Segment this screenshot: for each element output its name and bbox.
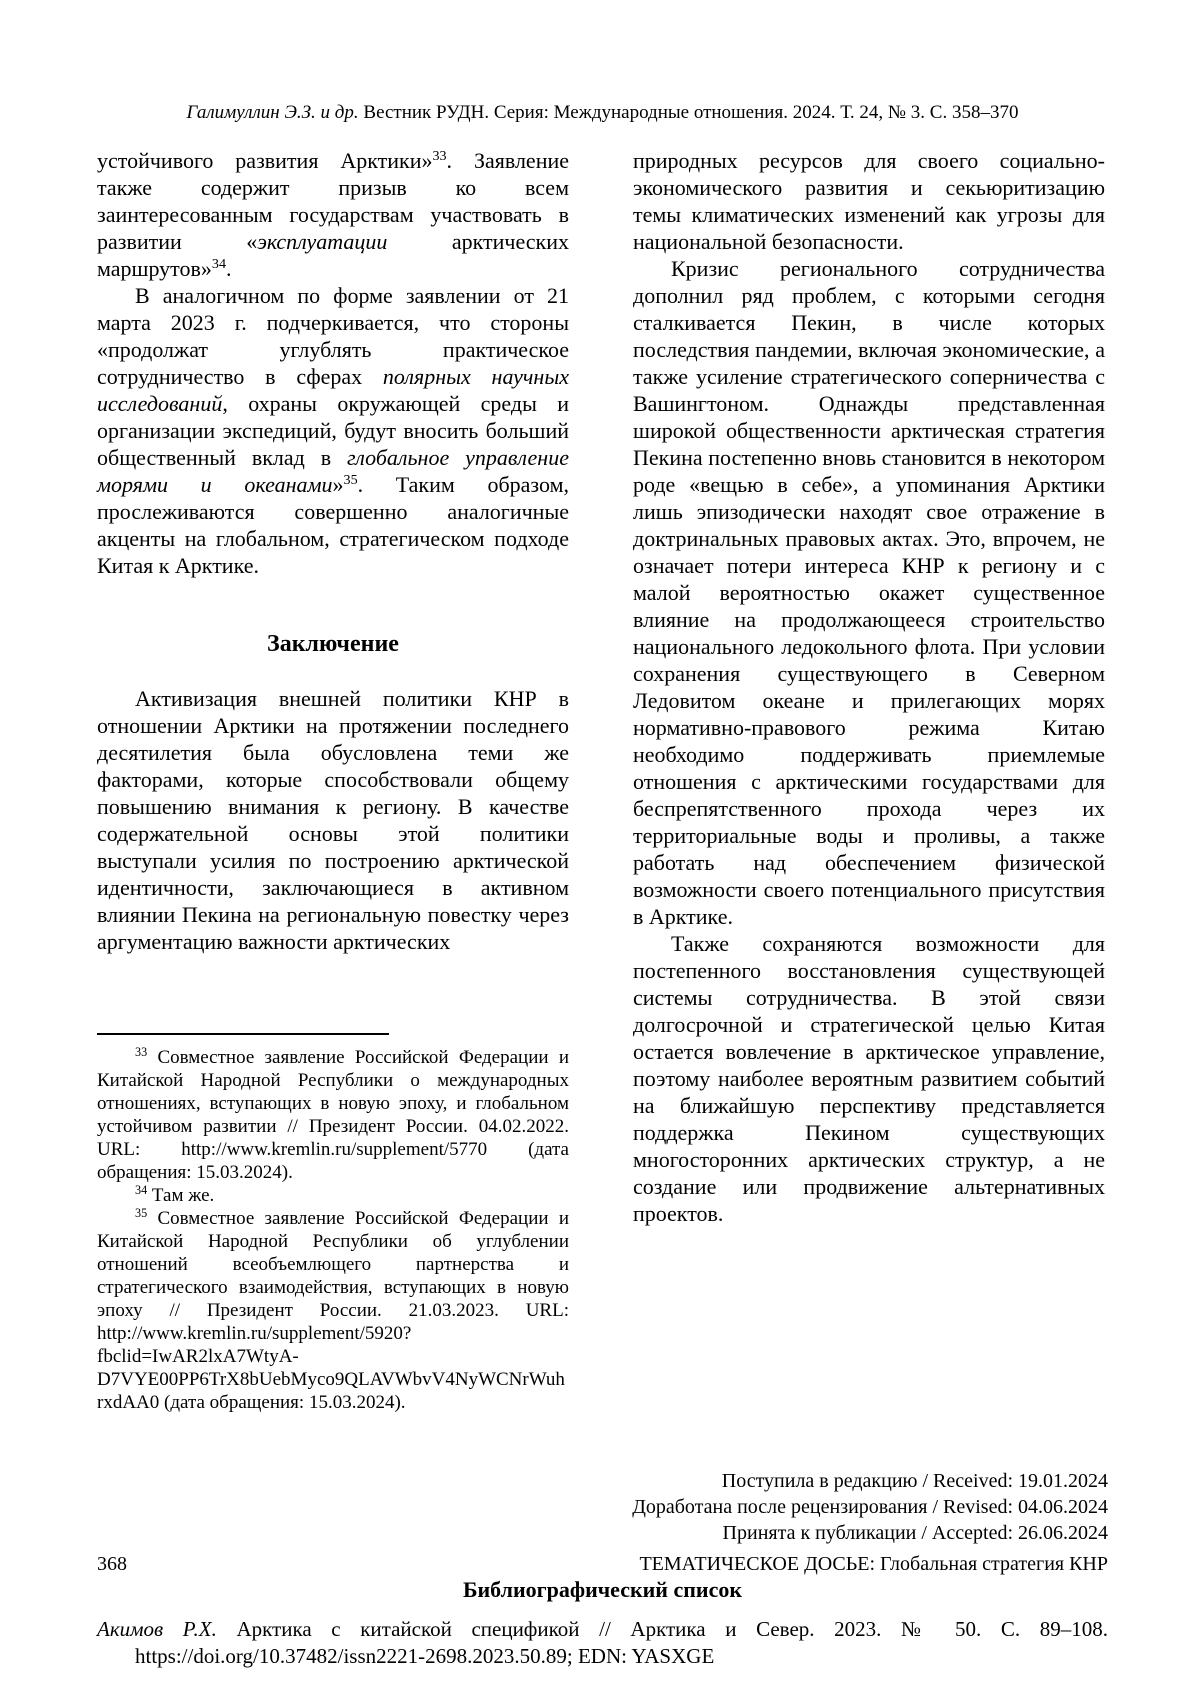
text-run: , охраны окружающей среды и организации экспедиций, будут вносить больший общественный вклад в bbox=[97, 391, 569, 470]
bibliography-entry bbox=[97, 1616, 1108, 1670]
bibliography-entry-text: Арктика с китайской спецификой // Арктика и Север. 2023. № 50. С. 89–108. https://doi.org/10.37482/issn2221-2698.2023.50.89; EDN: YASXGE bbox=[135, 1617, 1108, 1668]
paragraph bbox=[97, 147, 569, 282]
paragraph bbox=[633, 255, 1105, 930]
paragraph bbox=[97, 685, 569, 955]
running-header-authors: Галимуллин Э.З. и др. bbox=[186, 102, 359, 123]
footnote-number: 34 bbox=[135, 1183, 148, 1198]
running-header-journal-info: Вестник РУДН. Серия: Международные отношения. 2024. Т. 24, № 3. С. 358–370 bbox=[358, 102, 1019, 123]
text-run: устойчивого развития Арктики» bbox=[97, 148, 433, 173]
footnote bbox=[97, 1207, 569, 1414]
page-number: 368 bbox=[97, 1553, 127, 1575]
footnote-reference: 35 bbox=[343, 472, 358, 489]
paragraph bbox=[97, 282, 569, 579]
footnote-reference: 33 bbox=[432, 148, 447, 165]
date-received: Поступила в редакцию / Received: 19.01.2024 bbox=[721, 1470, 1108, 1492]
section-heading: Заключение bbox=[267, 631, 399, 657]
text-run: Также сохраняются возможности для постепенного восстановления существующей системы сотрудничества. В этой связи долгосрочной и стратегической целью Китая остается вовлечение в арктическое управление, поэтому наиболее вероятным развитием событий на ближайшую перспективу представляется поддержка Пекином существующих многосторонних арктических структур, а не создание или продвижение альтернативных проектов. bbox=[633, 931, 1105, 1226]
right-column bbox=[633, 147, 1105, 1414]
footnote-separator-rule bbox=[97, 1033, 389, 1035]
footnote-reference: 34 bbox=[211, 256, 226, 273]
running-header bbox=[97, 0, 1108, 124]
text-run: . bbox=[225, 256, 232, 281]
footnotes-section bbox=[97, 1033, 569, 1414]
left-column-text bbox=[97, 147, 569, 955]
footnote bbox=[97, 1046, 569, 1184]
bibliography-heading: Библиографический список bbox=[462, 1577, 743, 1602]
text-run: . Заявление также содержит призыв ко всем заинтересованным государствам участвовать в развитии « bbox=[97, 148, 570, 254]
text-run: В аналогичном по форме заявлении от 21 марта 2023 г. подчеркивается, что стороны «продолжат углублять практическое сотрудничество в сферах bbox=[97, 283, 569, 389]
left-column bbox=[97, 147, 569, 1414]
footnote-text: Совместное заявление Российской Федерации и Китайской Народной Республики об углублении отношений всеобъемлющего партнерства и стратегического взаимодействия, вступающих в новую эпоху // Президент России. 21.03.2023. URL: http://www.kremlin.ru/supplement/5920?fbclid=IwAR2lxA7WtyA-D7VYE00PP6TrX8bUebMyco9QLAVWbvV4NyWCNrWuhrxdAA0 (дата обращения: 15.03.2024). bbox=[97, 1208, 569, 1413]
two-column-layout bbox=[97, 147, 1108, 1414]
italic-text-run: эксплуатации bbox=[257, 229, 388, 254]
paragraph bbox=[633, 147, 1105, 255]
bibliography-entry-author: Акимов Р.Х. bbox=[97, 1617, 217, 1641]
paragraph bbox=[633, 930, 1105, 1227]
date-revised: Доработана после рецензирования / Revised: 04.06.2024 bbox=[632, 1496, 1108, 1518]
date-accepted: Принята к публикации / Accepted: 26.06.2024 bbox=[722, 1522, 1108, 1544]
text-run: Активизация внешней политики КНР в отношении Арктики на протяжении последнего десятилетия была обусловлена теми же факторами, которые способствовали общему повышению внимания к региону. В качестве содержательной основы этой политики выступали усилия по построению арктической идентичности, заключающиеся в активном влиянии Пекина на региональную повестку через аргументацию важности арктических bbox=[97, 686, 569, 954]
italic-text-run: глобальное управление морями и океанами bbox=[97, 445, 569, 497]
text-run: арктических маршрутов» bbox=[97, 229, 569, 281]
bibliography-list bbox=[97, 1616, 1108, 1670]
text-run: природных ресурсов для своего социально-экономического развития и секьюритизацию темы климатических изменений как угрозы для национальной безопасности. bbox=[633, 148, 1105, 254]
text-run: . Таким образом, прослеживаются совершенно аналогичные акценты на глобальном, стратегическом подходе Китая к Арктике. bbox=[97, 472, 569, 578]
footer-section-title: ТЕМАТИЧЕСКОЕ ДОСЬЕ: Глобальная стратегия КНР bbox=[639, 1553, 1108, 1575]
italic-text-run: полярных научных исследований bbox=[97, 364, 569, 416]
text-run: Кризис регионального сотрудничества дополнил ряд проблем, с которыми сегодня сталкивается Пекин, в числе которых последствия пандемии, включая экономические, а также усиление стратегического соперничества с Вашингтоном. Однажды представленная широкой общественности арктическая стратегия Пекина постепенно вновь становится в некотором роде «вещью в себе», а упоминания Арктики лишь эпизодически находят свое отражение в доктринальных правовых актах. Это, впрочем, не означает потери интереса КНР к региону и с малой вероятностью окажет существенное влияние на продолжающееся строительство национального ледокольного флота. При условии сохранения существующего в Северном Ледовитом океане и прилегающих морях нормативно-правового режима Китаю необходимо поддерживать приемлемые отношения с арктическими государствами для беспрепятственного прохода через их территориальные воды и проливы, а также работать над обеспечением физической возможности своего потенциального присутствия в Арктике. bbox=[633, 256, 1105, 929]
text-run: » bbox=[332, 472, 344, 497]
dates-block bbox=[97, 1468, 1108, 1546]
footnote bbox=[97, 1184, 569, 1207]
page-footer bbox=[97, 1552, 1108, 1576]
footnote-text: Совместное заявление Российской Федерации и Китайской Народной Республики о международных отношениях, вступающих в новую эпоху, и глобальном устойчивом развитии // Президент России. 04.02.2022. URL: http://www.kremlin.ru/supplement/5770 (дата обращения: 15.03.2024). bbox=[97, 1047, 569, 1183]
right-column-text bbox=[633, 147, 1105, 1227]
footnote-number: 33 bbox=[135, 1045, 148, 1060]
footnote-list bbox=[97, 1046, 569, 1414]
footnote-number: 35 bbox=[135, 1206, 148, 1221]
footnote-text: Там же. bbox=[147, 1185, 215, 1206]
